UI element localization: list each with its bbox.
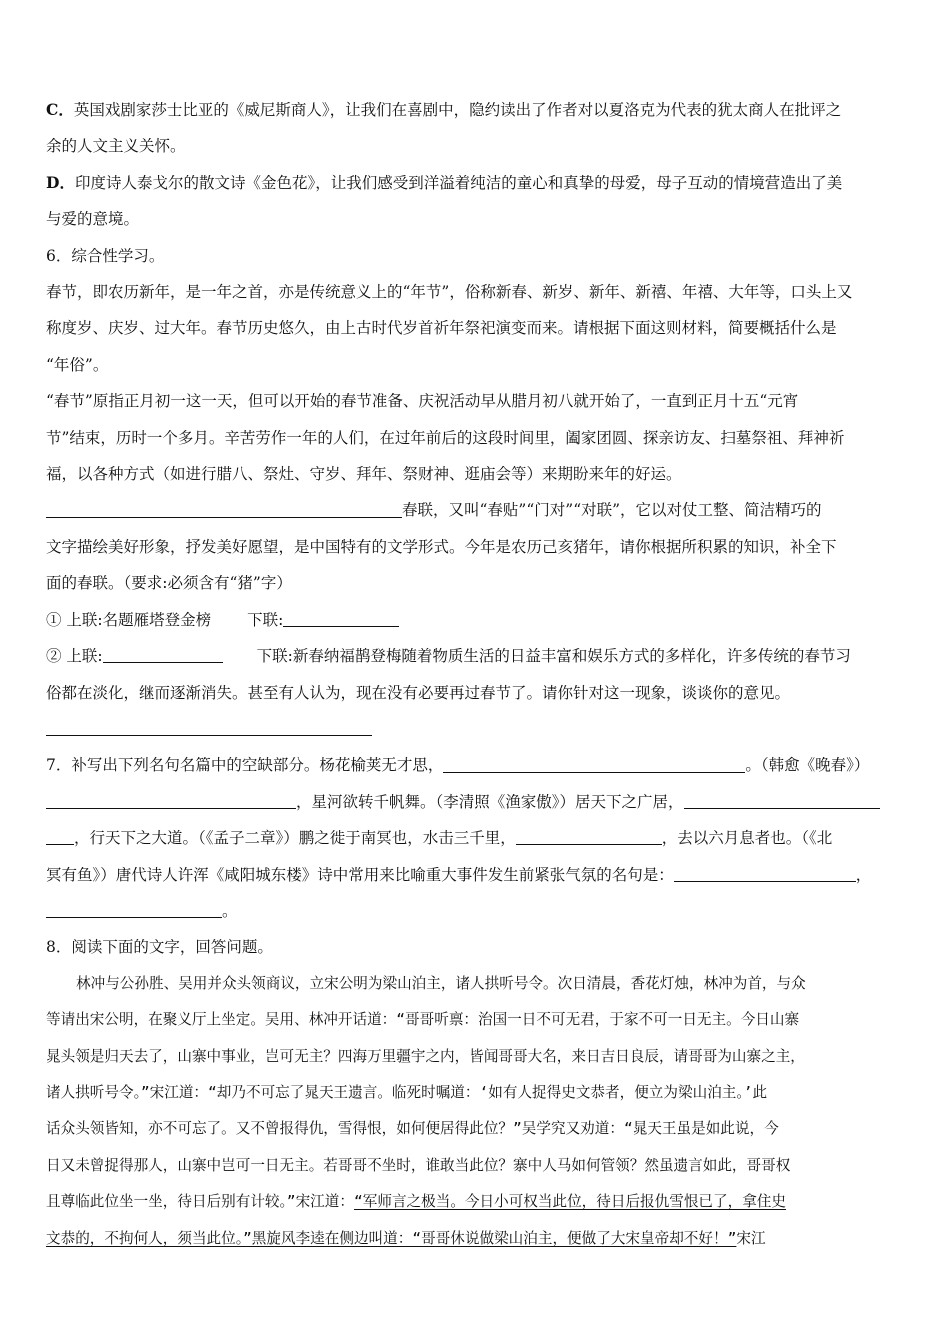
- q8-text-8b: 宋江: [736, 1229, 766, 1247]
- q6-p1-line2: 称度岁、庆岁、过大年。春节历史悠久，由上古时代岁首祈年祭祀演变而来。请根据下面这则材料，简要概括什么是: [46, 319, 837, 338]
- couplet-2-upper-label: ② 上联:: [46, 647, 103, 666]
- q7-line4: [46, 857, 908, 893]
- q6-p2-line3: 福，以各种方式（如进行腊八、祭灶、守岁、拜年、祭财神、逛庙会等）来期盼来年的好运。: [46, 465, 682, 484]
- q7-text-5: 。: [222, 901, 238, 920]
- answer-blank-q7-2[interactable]: [46, 792, 296, 809]
- answer-blank-couplet-2[interactable]: [103, 646, 223, 663]
- option-d-line2: 与爱的意境。: [46, 210, 140, 229]
- q8-passage-line7: [46, 1184, 908, 1220]
- q8-title: 8．阅读下面的文字，回答问题。: [46, 938, 273, 957]
- q8-passage-line1: 林冲与公孙胜、吴用并众头领商议，立宋公明为梁山泊主，诸人拱听号令。次日清晨，香花灯烛，林冲为首，与众: [76, 974, 806, 992]
- couplet-2: [46, 638, 908, 674]
- q7-text-3b: ，去以六月息者也。（《北: [661, 829, 833, 848]
- q8-passage-line8: [46, 1221, 908, 1257]
- q6-p1-line3: “年俗”。: [46, 355, 109, 374]
- answer-blank-q7-5[interactable]: [674, 865, 856, 882]
- q8-passage-line3: 晁头领是归天去了，山寨中事业，岂可无主？四海万里疆宇之内，皆闻哥哥大名，来日吉日良辰，请哥哥为山寨之主，: [46, 1047, 805, 1065]
- q7-text-4a: 冥有鱼》）唐代诗人许浑《咸阳城东楼》诗中常用来比喻重大事件发生前紧张气氛的名句是：: [46, 865, 674, 884]
- q6-p3-text: 春联，又叫“春贴”“门对”“对联”，它以对仗工整、简洁精巧的: [402, 501, 822, 520]
- answer-blank-couplet-1[interactable]: [283, 610, 399, 627]
- q7-line3: [46, 820, 908, 856]
- couplet-1-upper: ① 上联:名题雁塔登金榜: [46, 610, 212, 629]
- couplet-1-lower-label: 下联:: [247, 610, 284, 629]
- q6-title: 6．综合性学习。: [46, 246, 165, 265]
- q7-line5: [46, 893, 908, 929]
- answer-blank-q7-3a[interactable]: [684, 792, 880, 809]
- q7-text-1a: 7．补写出下列名句名篇中的空缺部分。杨花榆荚无才思，: [46, 756, 444, 775]
- option-c-label: C．: [46, 100, 74, 119]
- q7-text-2a: ，星河欲转千帆舞。（李清照《渔家傲》）居天下之广居，: [296, 792, 684, 811]
- q6-p1-line1: 春节，即农历新年，是一年之首，亦是传统意义上的“年节”，俗称新春、新岁、新年、新禧、年禧、大年等，口头上又: [46, 283, 853, 302]
- q6-opinion-line: [46, 711, 908, 747]
- option-d-text: 印度诗人泰戈尔的散文诗《金色花》，让我们感受到洋溢着纯洁的童心和真挚的母爱，母子互动的情境营造出了美: [74, 173, 843, 192]
- option-d-label: D．: [46, 172, 75, 192]
- q7-line2: [46, 784, 908, 820]
- q8-passage-line2: 等请出宋公明，在聚义厅上坐定。吴用、林冲开话道：“哥哥听禀：治国一日不可无君，于家不可一日无主。今日山寨: [46, 1011, 800, 1029]
- answer-blank-q7-3b[interactable]: [46, 828, 74, 845]
- option-c-text: 英国戏剧家莎士比亚的《威尼斯商人》，让我们在喜剧中，隐约读出了作者对以夏洛克为代表的犹太商人在批评之: [73, 101, 842, 119]
- q6-p2-line2: 节”结束，历时一个多月。辛苦劳作一年的人们，在过年前后的这段时间里，阖家团圆、探亲访友、扫墓祭祖、拜神祈: [46, 428, 845, 447]
- q7-line1: [46, 747, 908, 783]
- answer-blank-summary[interactable]: [46, 501, 402, 518]
- answer-blank-q7-6[interactable]: [46, 901, 222, 918]
- q6-p3-line3: 面的春联。（要求:必须含有“猪”字）: [46, 574, 292, 593]
- q8-passage-line6: 日又未曾捉得那人，山寨中岂可一日无主。若哥哥不坐时，谁敢当此位？寨中人马如何管领？然虽遗言如此，哥哥权: [46, 1156, 791, 1174]
- answer-blank-opinion[interactable]: [46, 719, 372, 736]
- q7-text-4b: ，: [855, 865, 872, 884]
- q6-p4: 俗都在淡化，继而逐渐消失。甚至有人认为，现在没有必要再过春节了。请你针对这一现象，谈谈你的意见。: [46, 683, 791, 702]
- q6-p3-line1: [46, 492, 908, 528]
- q8-text-7a: 且尊临此位坐一坐，待日后别有计较。”宋江道：: [46, 1193, 354, 1211]
- option-c-line1: [46, 92, 908, 128]
- q8-underlined-8a: 文恭的，不拘何人，须当此位。”黑旋风李逵在侧边叫道：“哥哥休说做梁山泊主，便做了大宋皇帝却不好！”: [46, 1229, 737, 1247]
- document-page: [46, 92, 908, 1257]
- couplet-1: [46, 602, 908, 638]
- q8-passage-line4: 诸人拱听号令。”宋江道：“却乃不可忘了晁天王遗言。临死时嘱道：‘如有人捉得史文恭者，便立为梁山泊主。’此: [46, 1083, 768, 1101]
- option-d-line1: [46, 165, 908, 201]
- q7-text-1b: 。（韩愈《晚春》）: [745, 756, 870, 775]
- answer-blank-q7-1[interactable]: [443, 755, 745, 772]
- q8-passage-line5: 话众头领皆知，亦不可忘了。又不曾报得仇，雪得恨，如何便居得此位？”吴学究又劝道：“晁天王虽是如此说，今: [46, 1120, 779, 1138]
- q6-p2-line1: “春节”原指正月初一这一天，但可以开始的春节准备、庆祝活动早从腊月初八就开始了，一直到正月十五“元宵: [46, 392, 799, 411]
- q8-underlined-7b: “军师言之极当。今日小可权当此位，待日后报仇雪恨已了，拿住史: [353, 1193, 786, 1211]
- option-c-line2: 余的人文主义关怀。: [46, 137, 186, 156]
- q6-p3-line2: 文字描绘美好形象，抒发美好愿望，是中国特有的文学形式。今年是农历己亥猪年，请你根据所积累的知识，补全下: [46, 537, 837, 556]
- q7-text-3a: ，行天下之大道。（《孟子二章》）鹏之徙于南冥也，水击三千里，: [74, 829, 516, 848]
- couplet-2-lower: 下联:新春纳福鹊登梅随着物质生活的日益丰富和娱乐方式的多样化，许多传统的春节习: [256, 647, 851, 666]
- answer-blank-q7-4[interactable]: [516, 828, 662, 845]
